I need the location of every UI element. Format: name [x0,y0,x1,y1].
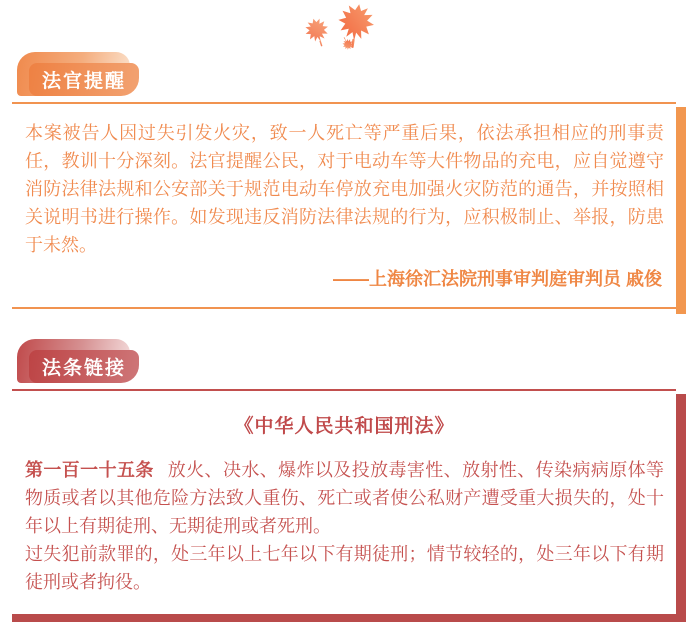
article-text: 放火、决水、爆炸以及投放毒害性、放射性、传染病病原体等物质或者以其他危险方法致人重伤、死亡或者使公私财产遭受重大损失的，处十年以上有期徒刑、无期徒刑或者死刑。 [25,460,665,536]
law-link-badge-label: 法条链接 [29,350,139,383]
judge-attribution: ——上海徐汇法院刑事审判庭审判员 戚俊 [333,269,662,289]
maple-leaf-icon [285,2,415,52]
law-title: 《中华人民共和国刑法》 [234,416,455,437]
judge-reminder-section [12,52,676,309]
law-link-badge [17,339,130,383]
law-link-box [12,389,676,614]
article-paragraph-2: 过失犯前款罪的，处三年以上七年以下有期徒刑；情节较轻的，处三年以下有期徒刑或者拘役。 [25,544,664,592]
judge-reminder-badge-label: 法官提醒 [29,63,139,96]
judge-reminder-badge [17,52,130,96]
law-link-section [12,339,676,614]
article-number: 第一百一十五条 [25,460,154,480]
law-article-paragraph [25,456,664,540]
judge-reminder-box [12,102,676,309]
maple-leaves-decoration [0,0,700,50]
judge-reminder-text: 本案被告人因过失引发火灾，致一人死亡等严重后果，依法承担相应的刑事责任，教训十分深刻。法官提醒公民，对于电动车等大件物品的充电，应自觉遵守消防法律法规和公安部关于规范电动车停放充电加强火灾防范的通告，并按照相关说明书进行操作。如发现违反消防法律法规的行为，应积极制止、举报，防患于未然。 [25,123,664,255]
